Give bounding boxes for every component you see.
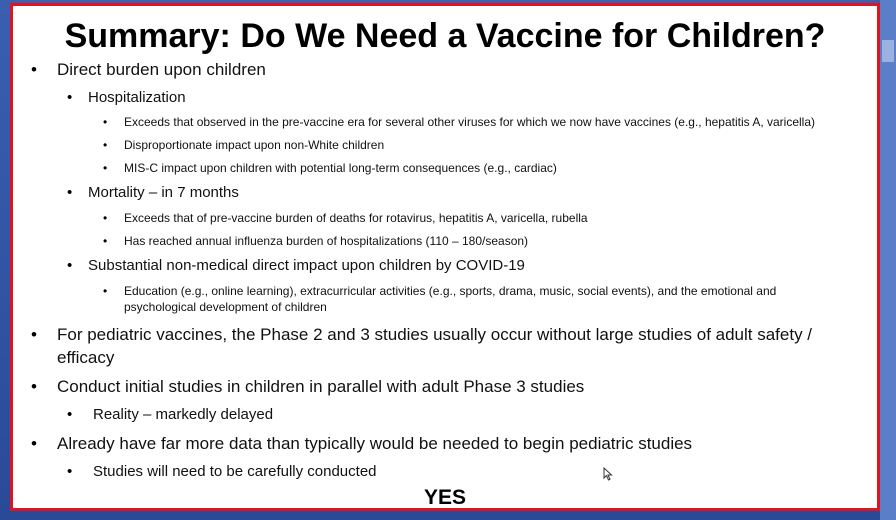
bullet-initial-studies: Conduct initial studies in children in parallel with adult Phase 3 studies <box>57 377 585 396</box>
slide-title: Summary: Do We Need a Vaccine for Children? <box>64 17 826 55</box>
bullet-education-line2: psychological development of children <box>124 300 327 314</box>
bullet-dot: • <box>31 434 37 453</box>
bullet-hosp-exceeds: Exceeds that observed in the pre-vaccine era for several other viruses for which we now have vaccines (e.g., hepatitis A, varicella) <box>124 115 816 129</box>
scroll-thumb[interactable] <box>882 40 894 62</box>
bullet-careful-studies: Studies will need to be carefully conducted <box>93 463 377 480</box>
bullet-pediatric-vaccines-line1: For pediatric vaccines, the Phase 2 and 3 studies usually occur without large studies of adult safety / <box>57 325 813 344</box>
bullet-hosp-disproportionate: Disproportionate impact upon non-White children <box>124 138 385 152</box>
bullet-pediatric-vaccines-line2: efficacy <box>57 348 115 367</box>
bullet-dot: • <box>103 211 108 225</box>
bullet-dot: • <box>67 257 73 274</box>
bullet-nonmedical: Substantial non-medical direct impact upon children by COVID-19 <box>88 257 525 274</box>
bullet-dot: • <box>67 184 73 201</box>
bullet-reality: Reality – markedly delayed <box>93 406 274 423</box>
slide <box>10 3 880 511</box>
bullet-dot: • <box>31 325 37 344</box>
bullet-dot: • <box>67 463 73 480</box>
conclusion-yes: YES <box>423 486 467 509</box>
bullet-dot: • <box>103 234 108 248</box>
bullet-dot: • <box>31 377 37 396</box>
bullet-mortality: Mortality – in 7 months <box>88 184 239 201</box>
window-edge <box>880 0 896 520</box>
bullet-mort-influenza: Has reached annual influenza burden of hospitalizations (110 – 180/season) <box>124 234 529 248</box>
bullet-education-line1: Education (e.g., online learning), extracurricular activities (e.g., sports, drama, music, social events), and the emotional and <box>124 284 777 298</box>
mouse-cursor-icon <box>603 467 613 481</box>
bullet-mort-exceeds: Exceeds that of pre-vaccine burden of deaths for rotavirus, hepatitis A, varicella, rubella <box>124 211 588 225</box>
bullet-dot: • <box>67 89 73 106</box>
bullet-dot: • <box>67 406 73 423</box>
bullet-dot: • <box>103 115 108 129</box>
bullet-hospitalization: Hospitalization <box>88 89 186 106</box>
bullet-direct-burden: Direct burden upon children <box>57 60 266 79</box>
bullet-dot: • <box>103 138 108 152</box>
bullet-dot: • <box>103 161 108 175</box>
bullet-hosp-misc: MIS-C impact upon children with potential long-term consequences (e.g., cardiac) <box>124 161 557 175</box>
bullet-dot: • <box>31 60 37 79</box>
bullet-dot: • <box>103 284 108 298</box>
bullet-already-data: Already have far more data than typically would be needed to begin pediatric studies <box>57 434 693 453</box>
